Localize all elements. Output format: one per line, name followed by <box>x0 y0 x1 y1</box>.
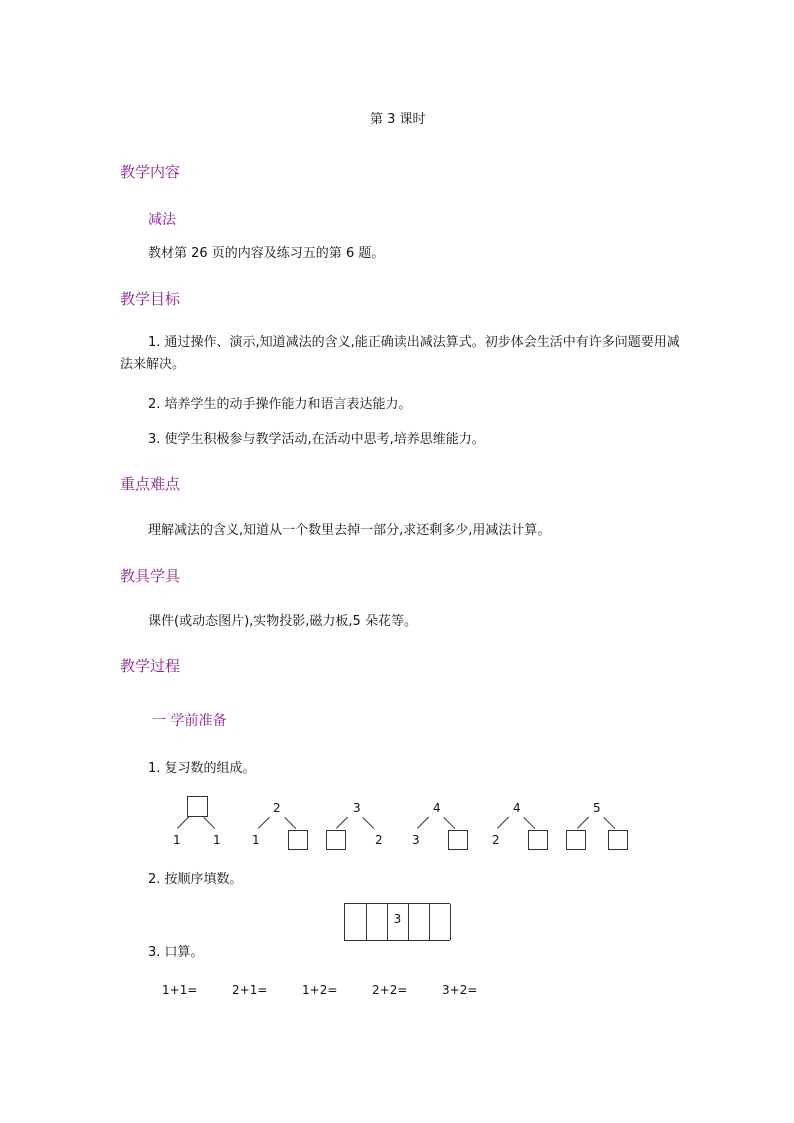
step2-text: 2. 按顺序填数。 <box>148 872 243 887</box>
key-text: 理解减法的含义,知道从一个数里去掉一部分,求还剩多少,用减法计算。 <box>148 523 551 538</box>
goal-item-1-text: 1. 通过操作、演示,知道减法的含义,能正确读出减法算式。初步体会生活中有许多问题要用减法来解决。 <box>120 335 680 372</box>
comp2-right-box <box>288 830 308 850</box>
sequence-cell-3: 3 <box>387 904 409 940</box>
comp5-top: 4 <box>513 801 521 815</box>
comp4-left-branch <box>417 817 429 829</box>
comp4-top: 4 <box>433 801 441 815</box>
comp3-left-box <box>326 830 346 850</box>
comp2-left-branch <box>258 817 270 829</box>
comp3-right: 2 <box>375 833 383 847</box>
sequence-cell-2 <box>366 904 388 940</box>
comp2-right-branch <box>284 817 296 829</box>
comp5-right-branch <box>523 817 535 829</box>
comp3-right-branch <box>362 817 374 829</box>
sequence-cell-4 <box>408 904 430 940</box>
comp1-right-branch <box>203 817 215 829</box>
comp5-left-branch <box>497 817 509 829</box>
heading-key: 重点难点 <box>120 475 181 493</box>
comp5-right-box <box>528 830 548 850</box>
content-text: 教材第 26 页的内容及练习五的第 6 题。 <box>148 246 385 261</box>
comp1-top-box <box>187 796 208 817</box>
comp2-left: 1 <box>252 833 260 847</box>
tools-text: 课件(或动态图片),实物投影,磁力板,5 朵花等。 <box>148 614 417 629</box>
part1-heading: 一 学前准备 <box>152 713 227 729</box>
page-title: 第 3 课时 <box>370 112 426 127</box>
comp6-right-branch <box>603 817 615 829</box>
sequence-cell-1 <box>345 904 367 940</box>
sequence-cell-5 <box>429 904 451 940</box>
comp6-right-box <box>608 830 628 850</box>
step3-text: 3. 口算。 <box>148 945 204 960</box>
comp5-left: 2 <box>492 833 500 847</box>
heading-content: 教学内容 <box>120 163 181 181</box>
sequence-row <box>344 903 450 941</box>
comp1-right: 1 <box>213 833 221 847</box>
heading-goals: 教学目标 <box>120 290 181 308</box>
goal-item-3: 3. 使学生积极参与教学活动,在活动中思考,培养思维能力。 <box>148 432 485 447</box>
comp3-left-branch <box>336 817 348 829</box>
content-topic: 减法 <box>148 212 176 228</box>
calc-4: 2+2= <box>372 983 408 997</box>
comp6-left-box <box>566 830 586 850</box>
heading-process: 教学过程 <box>120 657 181 675</box>
goal-item-2: 2. 培养学生的动手操作能力和语言表达能力。 <box>148 397 412 412</box>
comp4-right-box <box>448 830 468 850</box>
comp4-right-branch <box>443 817 455 829</box>
calc-1: 1+1= <box>162 983 198 997</box>
comp2-top: 2 <box>273 801 281 815</box>
comp3-top: 3 <box>353 801 361 815</box>
comp6-left-branch <box>577 817 589 829</box>
comp1-left-branch <box>177 817 189 829</box>
calc-3: 1+2= <box>302 983 338 997</box>
comp4-left: 3 <box>412 833 420 847</box>
comp6-top: 5 <box>593 801 601 815</box>
calc-2: 2+1= <box>232 983 268 997</box>
comp1-left: 1 <box>173 833 181 847</box>
heading-tools: 教具学具 <box>120 567 181 585</box>
calc-5: 3+2= <box>442 983 478 997</box>
step1-text: 1. 复习数的组成。 <box>148 761 256 776</box>
